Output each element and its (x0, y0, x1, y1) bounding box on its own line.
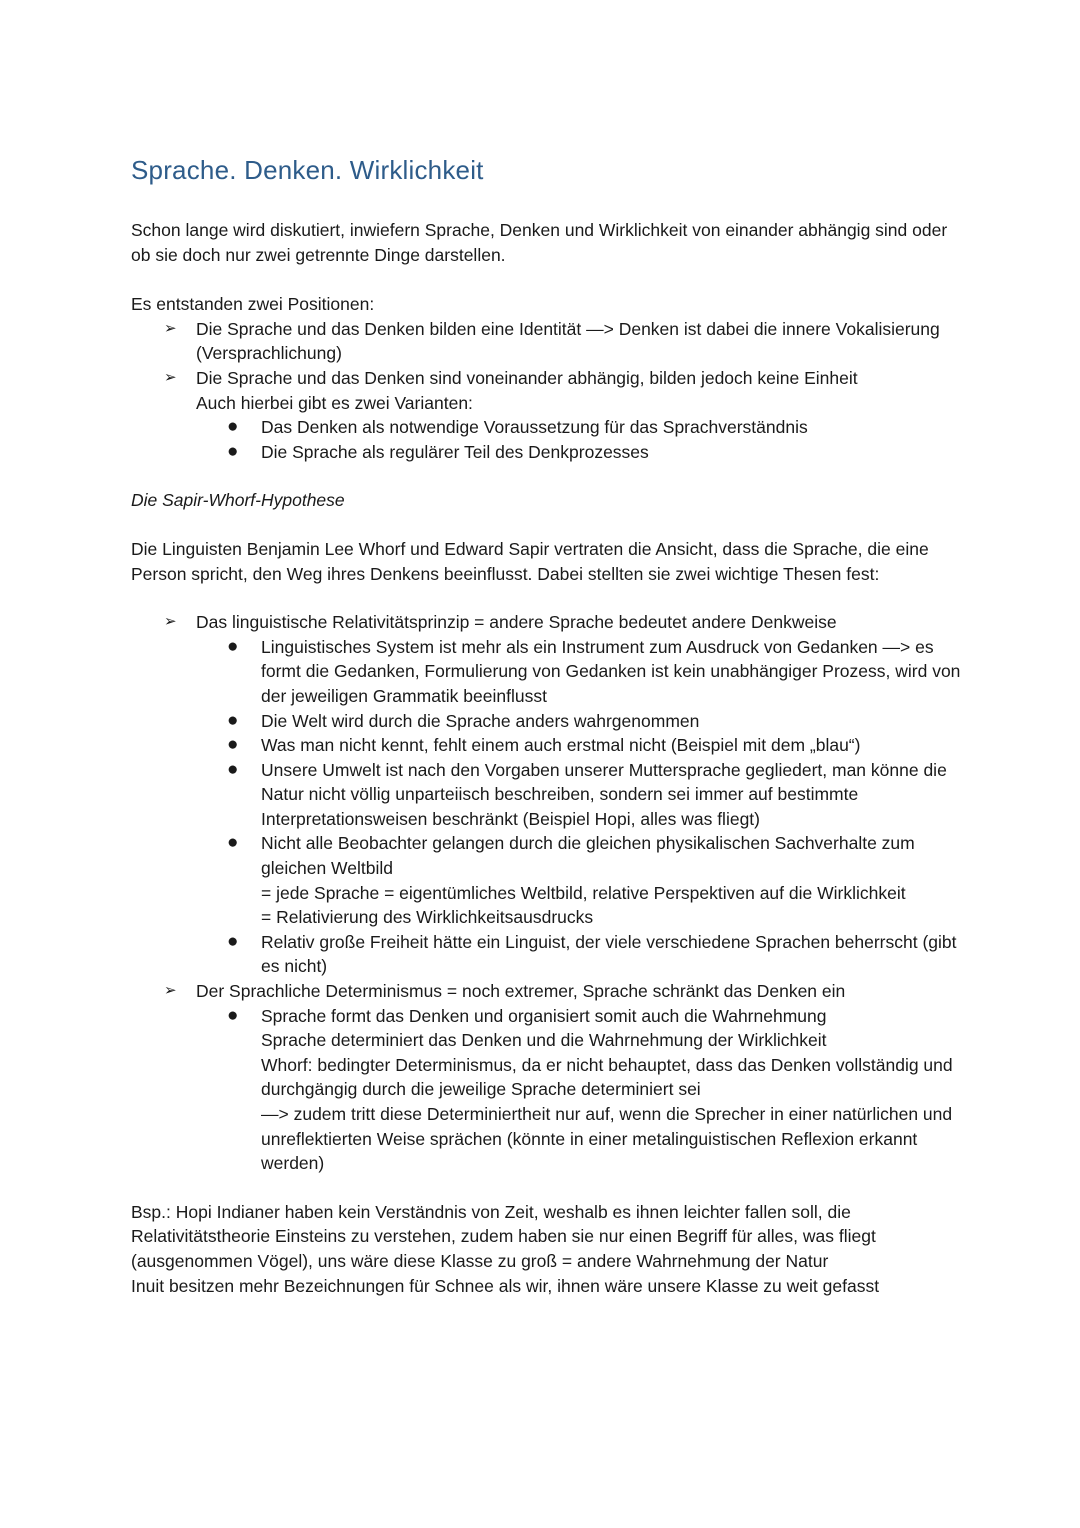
position-text: Die Sprache und das Denken sind voneinander abhängig, bilden jedoch keine Einheit (196, 367, 858, 388)
thesis-item (131, 610, 961, 635)
dot-bullet-icon: ● (227, 416, 239, 438)
variant-item (131, 415, 961, 440)
thesis-bullet-text: = Relativierung des Wirklichkeitsausdrucks (261, 907, 594, 928)
thesis-bullet (131, 709, 961, 734)
thesis-text: Das linguistische Relativitätsprinzip = andere Sprache bedeutet andere Denkweise (196, 612, 837, 633)
thesis-bullet (131, 930, 961, 979)
thesis-item (131, 979, 961, 1004)
thesis-bullet-text: = jede Sprache = eigentümliches Weltbild, relative Perspektiven auf die Wirklichkeit (261, 882, 906, 903)
thesis-bullet (131, 635, 961, 709)
thesis-bullet (131, 758, 961, 832)
dot-bullet-icon: ● (227, 1004, 239, 1026)
variant-text: Das Denken als notwendige Voraussetzung für das Sprachverständnis (261, 417, 808, 438)
example-text: Inuit besitzen mehr Bezeichnungen für Schnee als wir, ihnen wäre unsere Klasse zu weit gefasst (131, 1275, 880, 1296)
dot-bullet-icon: ● (227, 832, 239, 854)
thesis-bullet (131, 1004, 961, 1176)
position-item (131, 366, 961, 415)
thesis-bullet (131, 831, 961, 929)
thesis-bullet (131, 733, 961, 758)
thesis-bullet-text: Unsere Umwelt ist nach den Vorgaben unserer Muttersprache gegliedert, man könne die Natur nicht völlig unparteiisch beschreiben, sondern sei immer auf bestimmte Interpretationsweisen beschränkt (Beispiel Hopi, alles was fliegt) (261, 759, 947, 829)
intro-paragraph: Schon lange wird diskutiert, inwiefern Sprache, Denken und Wirklichkeit von einander abhängig sind oder ob sie doch nur zwei getrennte Dinge darstellen. (131, 220, 948, 265)
thesis-bullet-text: Relativ große Freiheit hätte ein Linguist, der viele verschiedene Sprachen beherrscht (gibt es nicht) (261, 931, 957, 977)
thesis-bullet-text: Die Welt wird durch die Sprache anders wahrgenommen (261, 710, 700, 731)
arrow-bullet-icon: ➢ (164, 319, 177, 337)
example-paragraph (131, 1200, 961, 1298)
thesis-bullet-text: —> zudem tritt diese Determiniertheit nur auf, wenn die Sprecher in einer natürlichen und unreflektierten Weise sprächen (könnte in einer metalinguistischen Reflexion erkannt werden) (261, 1104, 953, 1174)
thesis-bullet-text: Sprache determiniert das Denken und die Wahrnehmung der Wirklichkeit (261, 1030, 827, 1051)
thesis-bullet-text: Sprache formt das Denken und organisiert somit auch die Wahrnehmung (261, 1005, 827, 1026)
thesis-bullet-text: Linguistisches System ist mehr als ein Instrument zum Ausdruck von Gedanken —> es formt die Gedanken, Formulierung von Gedanken ist kein unabhängiger Prozess, wird von der jeweiligen Grammatik beeinflusst (261, 636, 961, 706)
arrow-bullet-icon: ➢ (164, 368, 177, 386)
thesis-bullet-text: Was man nicht kennt, fehlt einem auch erstmal nicht (Beispiel mit dem „blau“) (261, 735, 861, 756)
position-text: Die Sprache und das Denken bilden eine Identität —> Denken ist dabei die innere Vokalisierung (Versprachlichung) (196, 318, 940, 364)
dot-bullet-icon: ● (227, 709, 239, 731)
page-title: Sprache. Denken. Wirklichkeit (131, 155, 484, 185)
thesis-text: Der Sprachliche Determinismus = noch extremer, Sprache schränkt das Denken ein (196, 981, 846, 1002)
thesis-bullet-text: Nicht alle Beobachter gelangen durch die gleichen physikalischen Sachverhalte zum gleichen Weltbild (261, 833, 915, 879)
variant-item (131, 440, 961, 465)
positions-lead: Es entstanden zwei Positionen: (131, 294, 375, 315)
position-item (131, 317, 961, 366)
dot-bullet-icon: ● (227, 734, 239, 756)
dot-bullet-icon: ● (227, 635, 239, 657)
thesis-bullet-text: Whorf: bedingter Determinismus, da er nicht behauptet, dass das Denken vollständig und durchgängig durch die jeweilige Sprache determiniert sei (261, 1054, 953, 1100)
dot-bullet-icon: ● (227, 758, 239, 780)
dot-bullet-icon: ● (227, 930, 239, 952)
section-heading: Die Sapir-Whorf-Hypothese (131, 490, 345, 511)
example-text: Bsp.: Hopi Indianer haben kein Verständnis von Zeit, weshalb es ihnen leichter fallen soll, die Relativitätstheorie Einsteins zu verstehen, zudem haben sie nur einen Begriff für alles, was fliegt (ausgenommen Vögel), uns wäre diese Klasse zu groß = andere Wahrnehmung der Natur (131, 1201, 876, 1271)
document-page (131, 152, 961, 1298)
variant-text: Die Sprache als regulärer Teil des Denkprozesses (261, 441, 649, 462)
dot-bullet-icon: ● (227, 440, 239, 462)
arrow-bullet-icon: ➢ (164, 613, 177, 631)
arrow-bullet-icon: ➢ (164, 982, 177, 1000)
position-subtext: Auch hierbei gibt es zwei Varianten: (196, 392, 473, 413)
sapir-intro-paragraph: Die Linguisten Benjamin Lee Whorf und Edward Sapir vertraten die Ansicht, dass die Sprache, die eine Person spricht, den Weg ihres Denkens beeinflusst. Dabei stellten sie zwei wichtige Thesen fest: (131, 538, 929, 584)
